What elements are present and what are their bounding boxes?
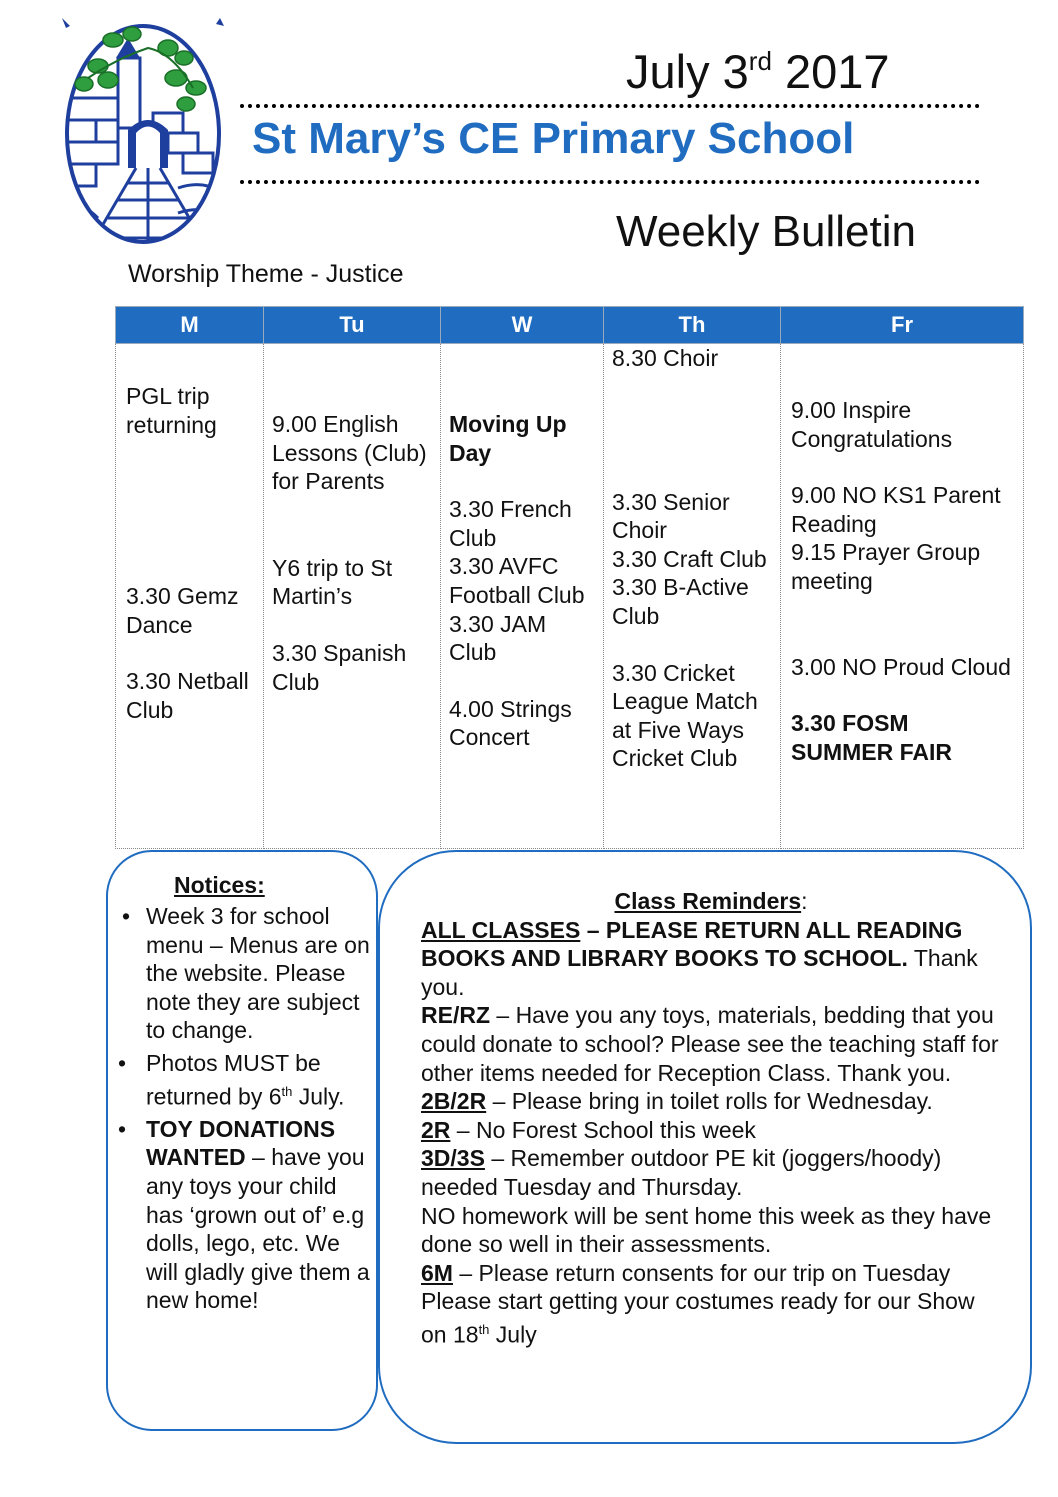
wednesday-item-jam: 3.30 JAM Club — [449, 610, 547, 666]
reminder-2r: 2R – No Forest School this week — [421, 1116, 756, 1143]
reminder-show: Please start getting your costumes ready for our Show on 18th July — [421, 1288, 975, 1348]
reminder-re-rz: RE/RZ – Have you any toys, materials, bedding that you could donate to school? Please see the teaching staff for other items needed for Reception Class. Thank you. — [421, 1002, 999, 1086]
monday-item-pgl: PGL trip returning — [126, 383, 217, 438]
wednesday-item-avfc: 3.30 AVFC Football Club — [449, 553, 585, 608]
reminder-homework: NO homework will be sent home this week as they have done so well in their assessments. — [421, 1202, 992, 1258]
thursday-item-b-active: 3.30 B-Active Club — [612, 574, 749, 629]
bullet-icon: • — [118, 1049, 127, 1076]
wednesday-item-moving-up: Moving Up Day — [449, 411, 567, 466]
day-header-tuesday: Tu — [264, 307, 441, 344]
monday-item-netball: 3.30 Netball Club — [126, 668, 249, 723]
tuesday-cell — [264, 344, 441, 849]
notices-list — [118, 902, 372, 1319]
notices-panel — [106, 850, 378, 1431]
reminder-3d-3s: 3D/3S – Remember outdoor PE kit (joggers/hoody) needed Tuesday and Thursday. — [421, 1145, 942, 1200]
day-header-monday: M — [116, 307, 264, 344]
friday-item-inspire: 9.00 Inspire Congratulations — [791, 397, 953, 452]
thursday-cell — [604, 344, 781, 849]
reminder-all-classes: ALL CLASSES – PLEASE RETURN ALL READING BOOKS AND LIBRARY BOOKS TO SCHOOL. Thank you. — [421, 916, 978, 1000]
bullet-icon: • — [118, 1115, 127, 1142]
notices-title: Notices: — [174, 872, 265, 898]
friday-item-prayer: 9.15 Prayer Group meeting — [791, 539, 981, 594]
thursday-item-craft: 3.30 Craft Club — [612, 545, 767, 572]
table-header-row — [116, 307, 1024, 344]
list-item: • Week 3 for school menu – Menus are on the website. Please note they are subject to change. — [122, 903, 370, 1044]
wednesday-cell — [441, 344, 604, 849]
list-item: • TOY DONATIONS WANTED – have you any toys your child has ‘grown out of’ e.g dolls, lego, etc. We will gladly give them a new home! — [118, 1115, 370, 1314]
tuesday-item-spanish: 3.30 Spanish Club — [272, 639, 407, 695]
friday-cell — [781, 344, 1024, 849]
day-header-thursday: Th — [604, 307, 781, 344]
day-header-friday: Fr — [781, 307, 1024, 344]
friday-item-summer-fair: 3.30 FOSM SUMMER FAIR — [791, 710, 952, 765]
class-reminders-panel — [378, 850, 1032, 1444]
dotted-divider-bottom — [240, 180, 980, 184]
monday-item-gemz: 3.30 Gemz Dance — [126, 583, 239, 638]
monday-cell — [116, 344, 264, 849]
tuesday-item-english: 9.00 English Lessons (Club) for Parents — [272, 411, 427, 495]
friday-item-ks1: 9.00 NO KS1 Parent Reading — [791, 482, 1001, 537]
reminder-6m: 6M – Please return consents for our trip on Tuesday — [421, 1259, 951, 1286]
thursday-item-cricket: 3.30 Cricket League Match at Five Ways Cricket Club — [612, 659, 758, 772]
school-name: St Mary’s CE Primary School — [252, 114, 855, 163]
bullet-icon: • — [122, 903, 131, 929]
table-row — [116, 344, 1024, 849]
dotted-divider-top — [240, 104, 980, 108]
worship-theme: Worship Theme - Justice — [128, 260, 404, 288]
weekly-schedule-table — [115, 306, 1024, 849]
day-header-wednesday: W — [441, 307, 604, 344]
bulletin-date: July 3rd 2017 — [626, 45, 890, 98]
tuesday-item-y6-trip: Y6 trip to St Martin’s — [272, 554, 393, 610]
list-item: • Photos MUST be returned by 6th July. — [118, 1049, 345, 1110]
wednesday-item-french: 3.30 French Club — [449, 496, 572, 551]
friday-item-proud-cloud: 3.00 NO Proud Cloud — [791, 653, 1011, 680]
thursday-item-senior-choir: 3.30 Senior Choir — [612, 488, 730, 544]
reminder-2b-2r: 2B/2R – Please bring in toilet rolls for Wednesday. — [421, 1088, 933, 1115]
reminders-title: Class Reminders: — [614, 888, 808, 914]
school-logo — [58, 18, 228, 250]
bulletin-title: Weekly Bulletin — [616, 207, 916, 256]
wednesday-item-strings: 4.00 Strings Concert — [449, 695, 572, 751]
thursday-item-choir: 8.30 Choir — [612, 345, 719, 371]
